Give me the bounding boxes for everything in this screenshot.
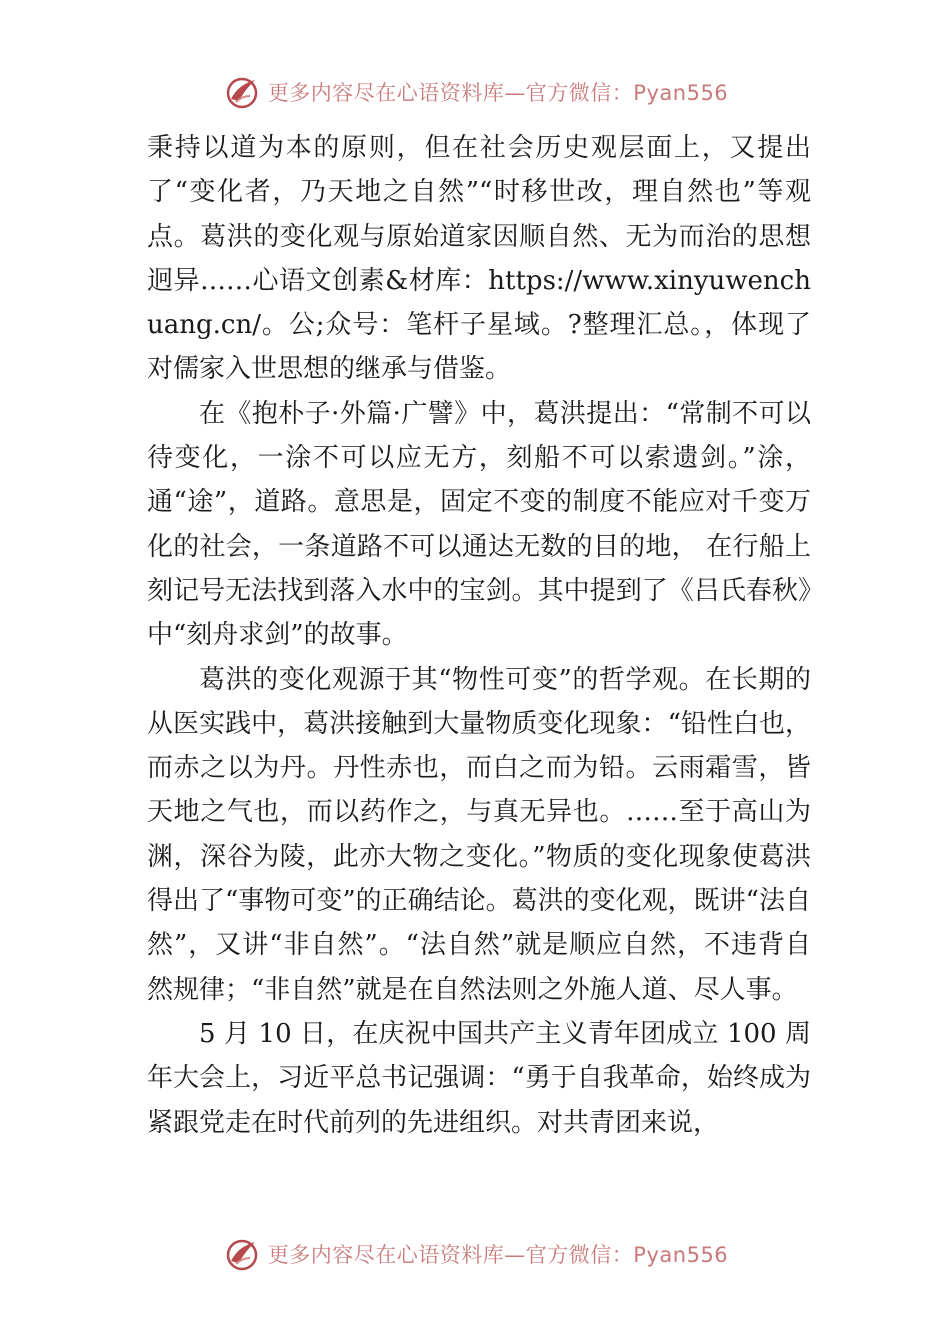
paragraph-1: 秉持以道为本的原则，但在社会历史观层面上，又提出了“变化者，乃天地之自然”“时移世改，理自然也”等观点。葛洪的变化观与原始道家因顺自然、无为而治的思想迥异……心语文创素&材库：https://www.xinyuwenchuang.cn/。公;众号：笔杆子星域。?整理汇总。，体现了对儒家入世思想的继承与借鉴。 (147, 133, 811, 385)
paragraph-4: 5 月 10 日，在庆祝中国共产主义青年团成立 100 周年大会上，习近平总书记强调：“勇于自我革命，始终成为紧跟党走在时代前列的先进组织。对共青团来说， (147, 1018, 811, 1138)
footer-watermark (0, 1234, 950, 1274)
seal-logo-icon (222, 1234, 262, 1274)
paragraph-2: 在《抱朴子·外篇·广譬》中，葛洪提出：“常制不可以待变化，一涂不可以应无方，刻船不可以索遗剑。”涂，通“途”，道路。意思是，固定不变的制度不能应对千变万化的社会，一条道路不可以通达无数的目的地， 在行船上刻记号无法找到落入水中的宝剑。其中提到了《吕氏春秋》中“刻舟求剑”的故事。 (147, 398, 811, 651)
watermark-text: 更多内容尽在心语资料库—官方微信：Pyan556 (267, 1243, 729, 1267)
watermark-text: 更多内容尽在心语资料库—官方微信：Pyan556 (267, 81, 729, 105)
header-watermark (0, 72, 950, 112)
paragraph-3: 葛洪的变化观源于其“物性可变”的哲学观。在长期的从医实践中，葛洪接触到大量物质变化现象：“铅性白也，而赤之以为丹。丹性赤也，而白之而为铅。云雨霜雪，皆天地之气也，而以药作之，与真无异也。……至于高山为渊，深谷为陵，此亦大物之变化。”物质的变化现象使葛洪得出了“事物可变”的正确结论。葛洪的变化观，既讲“法自然”，又讲“非自然”。“法自然”就是顺应自然，不违背自然规律；“非自然”就是在自然法则之外施人道、尽人事。 (147, 664, 811, 1005)
document-body (147, 126, 811, 1145)
seal-logo-icon (222, 72, 262, 112)
